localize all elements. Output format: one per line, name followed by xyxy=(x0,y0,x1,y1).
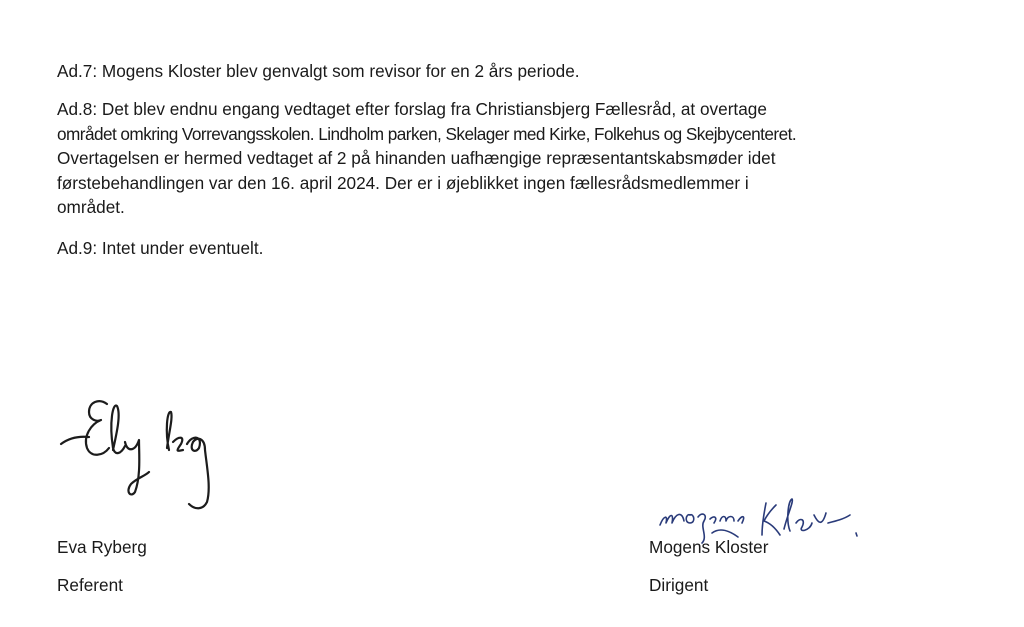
minutes-item-8-line-4: førstebehandlingen var den 16. april 2024. Der er i øjeblikket ingen fællesrådsmedlemmer i xyxy=(57,172,749,193)
minutes-item-8-line-3: Overtagelsen er hermed vedtaget af 2 på hinanden uafhængige repræsentantskabsmøder idet xyxy=(57,148,776,168)
signatory-role-left: Referent xyxy=(57,575,123,595)
signatory-name-left: Eva Ryberg xyxy=(57,537,147,557)
handwritten-signature-left xyxy=(55,392,230,522)
minutes-item-9 xyxy=(57,236,263,261)
minutes-item-8 xyxy=(57,97,796,220)
signatory-role-right: Dirigent xyxy=(649,575,709,595)
minutes-item-8-line-1: Ad.8: Det blev endnu engang vedtaget efter forslag fra Christiansbjerg Fællesråd, at overtage xyxy=(57,99,767,119)
minutes-item-7 xyxy=(57,59,580,84)
minutes-item-8-line-2: området omkring Vorrevangsskolen. Lindholm parken, Skelager med Kirke, Folkehus og Skejbycenteret. xyxy=(57,123,797,144)
signatory-name-right: Mogens Kloster xyxy=(649,537,769,557)
minutes-item-8-line-5: området. xyxy=(57,197,125,217)
minutes-item-9-text: Ad.9: Intet under eventuelt. xyxy=(57,238,264,258)
minutes-item-7-text: Ad.7: Mogens Kloster blev genvalgt som revisor for en 2 års periode. xyxy=(57,61,580,81)
